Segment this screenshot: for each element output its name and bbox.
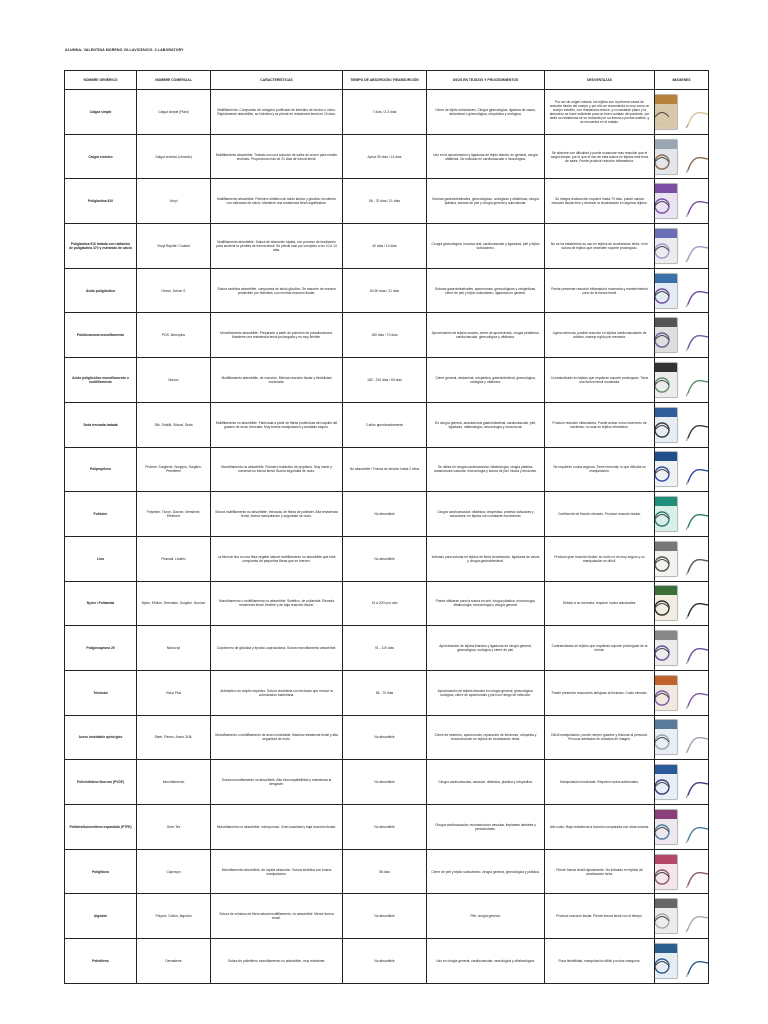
cell-disadvantages: Se requieren nudos seguros. Tiene memoria, lo que dificulta su manipulación. — [545, 447, 655, 492]
cell-disadvantages: Contraindicado en tejidos que requieran soporte prolongado de la herida. — [545, 626, 655, 671]
cell-characteristics: Sutura de celulosa de fibra natural multifilamento, no absorbible. Menor fuerza tensil. — [211, 894, 343, 939]
cell-images — [655, 715, 709, 760]
cell-generic-name: Triclosán — [65, 670, 137, 715]
suture-thread-image — [684, 586, 709, 620]
cell-characteristics: Multifilamento absorbible. Polímero sintético de ácido láctico y glicólico recubierto con estearato de calcio. Mantiene una resistencia tensil significativa. — [211, 179, 343, 224]
cell-uses: Cierre general, abdominal, ortopédica, gastrointestinal, ginecológica, urológica y oftálmica. — [427, 358, 545, 403]
cell-absorption-time: 56 - 70 días — [343, 670, 427, 715]
cell-absorption-time: 2 años aproximadamente — [343, 402, 427, 447]
table-row — [65, 670, 709, 715]
cell-generic-name: Poliglecaprona 25 — [65, 626, 137, 671]
cell-absorption-time: 7 días / 2-3 días — [343, 90, 427, 135]
suture-thread-image — [684, 899, 709, 933]
table-row — [65, 313, 709, 358]
table-row — [65, 715, 709, 760]
header-row — [65, 71, 709, 90]
cell-absorption-time: No absorbible — [343, 805, 427, 850]
cell-disadvantages: Por ser de origen natural, los tejidos son la primera causa de reacción tisular del cuerpo y por ello se recomienda su uso como un cuerpo extraño, con resistencia reduce, y su bastante plano y la absorción se hace suficiente para un buen cuidado del paciente, por tanto su resistencia se ve reducida por su fuerza a puntos sueltos, y se encuentra en el estado. — [545, 90, 655, 135]
cell-commercial-name: Catgut crómico (chromic) — [137, 134, 211, 179]
suture-package-image — [655, 943, 678, 979]
header-disadvantages: DESVENTAJAS — [545, 71, 655, 90]
cell-absorption-time: 42 días / 10 días — [343, 224, 427, 269]
cell-commercial-name: Dexon, Dexon S — [137, 268, 211, 313]
cell-commercial-name: Steel, Flexon, Acero 316L — [137, 715, 211, 760]
cell-commercial-name: Silk, Sofsilk, Silcoat, Seda — [137, 402, 211, 447]
suture-thread-image — [684, 542, 709, 576]
suture-thread-image — [684, 631, 709, 665]
cell-absorption-time: No absorbible — [343, 939, 427, 984]
cell-commercial-name: Dermalene — [137, 939, 211, 984]
cell-characteristics: Monofilamento o multifilamento no absorbible. Sintético, de poliamida. Elevada resistencia tensil, flexible y de baja reacción tisular. — [211, 581, 343, 626]
header-uses: USOS EN TEJIDOS Y PROCEDIMIENTOS — [427, 71, 545, 90]
cell-images — [655, 760, 709, 805]
cell-images — [655, 894, 709, 939]
header-commercial-name: NOMBRE COMERCIAL — [137, 71, 211, 90]
cell-absorption-time: No absorbible — [343, 760, 427, 805]
cell-commercial-name: Pearsall, Linatrix — [137, 536, 211, 581]
cell-images — [655, 313, 709, 358]
cell-uses: Uso en la aproximación y ligaduras de tejido blando, en general, cirugía oftálmica. No indicado en cardiovascular o neurológica. — [427, 134, 545, 179]
table-row — [65, 536, 709, 581]
cell-uses: Indicado para suturas en tejidos de lenta cicatrización, ligaduras de vasos y cirugía gastrointestinal. — [427, 536, 545, 581]
cell-disadvantages: Difícil manipulación, puede romper guantes y lesionar al personal. Provoca artefactos en estudios de imagen. — [545, 715, 655, 760]
cell-generic-name: Polidioxanona monofilamento — [65, 313, 137, 358]
table-row — [65, 626, 709, 671]
cell-uses: Suturas gastrointestinales, aponeurosis, ginecológicas y ortopédicas, cierre de piel y tejido subcutáneo, ligaduras en general. — [427, 268, 545, 313]
cell-images — [655, 492, 709, 537]
cell-images — [655, 90, 709, 135]
author-heading: ALUMNA: VALENTINA MORENO VILLAVICENCIO. 3 LABORATORY — [65, 48, 184, 52]
cell-generic-name: Ácido poliglicólico monofilamento o multifilamento — [65, 358, 137, 403]
suture-package-image — [655, 407, 678, 443]
cell-generic-name: Politetrafluoroetileno expandido (PTFE) — [65, 805, 137, 850]
suture-package-image — [655, 228, 678, 264]
cell-generic-name: Algodón — [65, 894, 137, 939]
suture-package-image — [655, 94, 678, 130]
cell-disadvantages: Produce gran reacción tisular, su nudo no es muy seguro y su manipulación es difícil. — [545, 536, 655, 581]
cell-characteristics: Sutura sintética absorbible, compuesta de ácido glicólico. Se absorbe de manera predecible por hidrólisis, con mínima reacción tisular. — [211, 268, 343, 313]
cell-generic-name: Catgut simple — [65, 90, 137, 135]
cell-characteristics: Monofilamento no absorbible, microporoso. Gran suavidad y baja reacción tisular. — [211, 805, 343, 850]
suture-thread-image — [684, 274, 709, 308]
cell-uses: Cierre de esternón, aponeurosis, reparación de tendones, ortopedia y reconstrucción en tejidos de cicatrización lenta. — [427, 715, 545, 760]
suture-package-image — [655, 362, 678, 398]
cell-generic-name: Acero inoxidable quirúrgico — [65, 715, 137, 760]
suture-package-image — [655, 541, 678, 577]
cell-uses: Piel, cirugía general. — [427, 894, 545, 939]
table-row — [65, 581, 709, 626]
suture-package-image — [655, 183, 678, 219]
cell-characteristics: Multifilamento absorbible. Sutura de absorción rápida, con proceso de irradiación para acelerar la pérdida de fuerza tensil. Se pierde casi por completo a los 10 a 14 días. — [211, 224, 343, 269]
cell-uses: En cirugía general, anastomosis gastrointestinal, cardiovascular, piel, ligaduras, oftalmología, neurocirugía y zona bucal. — [427, 402, 545, 447]
cell-commercial-name: Catgut simple (Plain) — [137, 90, 211, 135]
table-row — [65, 402, 709, 447]
cell-uses: Aproximación de tejidos blandos y ligaduras en cirugía general, ginecológica, urológica y cierre de piel. — [427, 626, 545, 671]
table-row — [65, 179, 709, 224]
suture-thread-image — [684, 408, 709, 442]
suture-package-image — [655, 854, 678, 890]
cell-characteristics: Antiséptico de amplio espectro. Sutura recubierta con triclosán que reduce la colonización bacteriana. — [211, 670, 343, 715]
suture-package-image — [655, 764, 678, 800]
suture-thread-image — [684, 140, 709, 174]
suture-thread-image — [684, 229, 709, 263]
cell-characteristics: Multifilamento absorbible. Tratado con una solución de sales de cromo para resistir enzimas. Proporciona más de 21 días de fuerza tensil. — [211, 134, 343, 179]
cell-commercial-name: Polycot, Cotton, Algodón — [137, 894, 211, 939]
cell-generic-name: Polivinilideno fluoruro (PVDF) — [65, 760, 137, 805]
table-row — [65, 268, 709, 313]
suture-thread-image — [684, 676, 709, 710]
cell-images — [655, 626, 709, 671]
cell-generic-name: Lino — [65, 536, 137, 581]
cell-absorption-time: Aprox 90 días / 14 días — [343, 134, 427, 179]
cell-uses: Cirugía cardiovascular, oftálmica, ortopédica, prótesis valvulares y vasculares, en tejidos con constante movimiento. — [427, 492, 545, 537]
cell-absorption-time: 60-90 días / 21 días — [343, 268, 427, 313]
cell-images — [655, 581, 709, 626]
cell-disadvantages: Manipulación moderada. Requiere nudos adicionales. — [545, 760, 655, 805]
cell-commercial-name: Maxon — [137, 358, 211, 403]
cell-images — [655, 358, 709, 403]
cell-disadvantages: Produce reacción tisular. Pierde fuerza tensil con el tiempo. — [545, 894, 655, 939]
cell-commercial-name: Gore-Tex — [137, 805, 211, 850]
suture-thread-image — [684, 944, 709, 978]
cell-uses: Puede utilizarse para la sutura en piel, cirugía plástica, microcirugía, oftalmología, neurocirugía y cirugía general. — [427, 581, 545, 626]
cell-generic-name: Catgut crómico — [65, 134, 137, 179]
header-generic-name: NOMBRE GENÉRICO — [65, 71, 137, 90]
cell-images — [655, 224, 709, 269]
cell-generic-name: Ácido poliglicólico — [65, 268, 137, 313]
suture-package-image — [655, 675, 678, 711]
cell-uses: Cierre de piel y tejido subcutáneo, cirugía general, ginecológica y plástica. — [427, 849, 545, 894]
cell-uses: Cierre de tejido subcutáneo, Cirugía ginecológica, ligadura de vasos, abdominal o ginecológica, ortopédica y urológica. — [427, 90, 545, 135]
cell-images — [655, 134, 709, 179]
cell-disadvantages: Pierde fuerza tensil rápidamente. No indicado en tejidos de cicatrización lenta. — [545, 849, 655, 894]
table-row — [65, 939, 709, 984]
cell-absorption-time: No absorbible — [343, 715, 427, 760]
cell-images — [655, 268, 709, 313]
header-characteristics: CARACTERÍSTICAS — [211, 71, 343, 90]
cell-generic-name: Poliglitona — [65, 849, 137, 894]
cell-commercial-name: Monocryl — [137, 626, 211, 671]
cell-commercial-name: Monofilamento — [137, 760, 211, 805]
cell-characteristics: Copolímero de glicólida y épsilon-caprolactona. Sutura monofilamento absorbible. — [211, 626, 343, 671]
cell-commercial-name: Caprosyn — [137, 849, 211, 894]
cell-uses: Cirugía cardiovascular, vascular, oftálmica, plástica y ortopédica. — [427, 760, 545, 805]
cell-disadvantages: Coeficiente de fricción elevado. Produce reacción tisular. — [545, 492, 655, 537]
table-row — [65, 224, 709, 269]
cell-absorption-time: No absorbible / Fuerza de tensión hasta 2 años — [343, 447, 427, 492]
suture-package-image — [655, 317, 678, 353]
cell-characteristics: Multifilamento no absorbible. Fabricada a partir de fibras proteínicas del capullo del gusano de seda, trenzada. Muy buena manipulación y anudado seguro. — [211, 402, 343, 447]
cell-uses: Cirugía ginecológica, mucosa oral, cardiovascular y ligaduras, piel y tejido subcutáneo. — [427, 224, 545, 269]
cell-commercial-name: Polyester, Ticron, Dacron, Mersilene, Ethibond — [137, 492, 211, 537]
cell-generic-name: Poliéster — [65, 492, 137, 537]
suture-package-image — [655, 809, 678, 845]
header-images: IMÁGENES — [655, 71, 709, 90]
cell-disadvantages: Contraindicado en tejidos que requieran soporte prolongado. Tiene una fuerza tensil moderada. — [545, 358, 655, 403]
table-row — [65, 894, 709, 939]
suture-thread-image — [684, 318, 709, 352]
cell-characteristics: Monofilamento absorbible. Preparado a partir de polímero de paradioxanona. Mantiene una resistencia tensil prolongada y es muy flexible. — [211, 313, 343, 358]
suture-table — [64, 70, 709, 984]
cell-disadvantages: Ligera memoria, posible reacción en tejidos cardiovasculares de adultos, manejo rígido por memoria. — [545, 313, 655, 358]
suture-thread-image — [684, 810, 709, 844]
suture-package-image — [655, 139, 678, 175]
suture-thread-image — [684, 497, 709, 531]
cell-disadvantages: Alto costo. Baja resistencia a tracción comparada con otras suturas. — [545, 805, 655, 850]
cell-images — [655, 805, 709, 850]
cell-characteristics: Monofilamento no absorbible. Polímero isotáctico de propileno. Muy inerte y conserva su fuerza tensil. Buena seguridad de nudo. — [211, 447, 343, 492]
suture-thread-image — [684, 765, 709, 799]
suture-package-image — [655, 898, 678, 934]
cell-commercial-name: Vicryl Plus — [137, 670, 211, 715]
table-row — [65, 134, 709, 179]
cell-images — [655, 939, 709, 984]
cell-disadvantages: Produce reacción inflamatoria. Puede actuar como reservorio de bacterias, no usar en tejidos infectados. — [545, 402, 655, 447]
cell-absorption-time: No absorbible — [343, 536, 427, 581]
cell-characteristics: La fibra de lino es una fibra vegetal natural multifilamento no absorbible que está compuesta de pequeñas fibras que se tuercen. — [211, 536, 343, 581]
cell-commercial-name: Nylon, Ethilon, Dermalon, Surgilon, Nurolon — [137, 581, 211, 626]
cell-absorption-time: 56 - 70 días / 21 días — [343, 179, 427, 224]
cell-absorption-time: 180 días / 70 días — [343, 313, 427, 358]
cell-absorption-time: No absorbible — [343, 894, 427, 939]
cell-generic-name: Polipropileno — [65, 447, 137, 492]
header-absorption-time: TIEMPO DE ABSORCIÓN / REABSORCIÓN — [343, 71, 427, 90]
suture-package-image — [655, 630, 678, 666]
cell-images — [655, 849, 709, 894]
cell-commercial-name: Vicryl — [137, 179, 211, 224]
cell-disadvantages: Se absorbe con dificultad y puede ocasionar más reacción que el catgut simple, por lo que el uso de esta sutura en tejidos más finos de sales. Puede producir reacción inflamatoria. — [545, 134, 655, 179]
cell-disadvantages: Su integra reabsorción requiere hasta 70 días, puede causar reacción tisular leve y demorar la cicatrización en algunos tejidos. — [545, 179, 655, 224]
cell-images — [655, 670, 709, 715]
cell-characteristics: Monofilamento absorbible, de rápida absorción. Sutura sintética con buena manipulación. — [211, 849, 343, 894]
cell-characteristics: Multifilamento. Compuesto de colágeno purificado de intestino de bovino u ovino. Rápidamente absorbible, se hidroliza y se pierde en resistencia tensil en 10 días. — [211, 90, 343, 135]
cell-generic-name: Seda trenzada tratada — [65, 402, 137, 447]
suture-package-image — [655, 719, 678, 755]
cell-generic-name: Polietileno — [65, 939, 137, 984]
cell-absorption-time: 180 - 210 días / 60 días — [343, 358, 427, 403]
cell-absorption-time: No absorbible — [343, 492, 427, 537]
cell-disadvantages: No se ha establecido su uso en tejidos de cicatrización lenta, ni en sutura de tejidos que necesiten soporte prolongado. — [545, 224, 655, 269]
cell-disadvantages: Debido a su memoria, requiere nudos adicionales. — [545, 581, 655, 626]
cell-characteristics: Monofilamento o multifilamento de acero inoxidable. Máxima resistencia tensil y alta seguridad de nudo. — [211, 715, 343, 760]
suture-thread-image — [684, 95, 709, 129]
cell-disadvantages: Poca flexibilidad, manipulación difícil y nudos inseguros. — [545, 939, 655, 984]
suture-thread-image — [684, 720, 709, 754]
table-row — [65, 849, 709, 894]
suture-package-image — [655, 496, 678, 532]
cell-uses: Cirugía cardiovascular, reconstrucción vascular, implantes dentales y periodontales. — [427, 805, 545, 850]
cell-disadvantages: Puede presentar reacción inflamatoria moderada y mantenimiento corto de la fuerza tensil. — [545, 268, 655, 313]
cell-uses: Suturas gastrointestinales, ginecológicas, urológicas y oftálmicas, cirugía plástica, suturas de piel y cirugía general y subcuticular. — [427, 179, 545, 224]
suture-thread-image — [684, 855, 709, 889]
suture-thread-image — [684, 184, 709, 218]
suture-package-image — [655, 273, 678, 309]
cell-uses: Aproximación de tejidos suaves, cierre de aponeurosis, cirugía pediátrica, cardiovascular, ginecológica y oftálmica. — [427, 313, 545, 358]
cell-generic-name: Nylon / Poliamida — [65, 581, 137, 626]
table-row — [65, 447, 709, 492]
cell-commercial-name: Prolene, Surgilene, Surgipro, Surgilén, Premilene — [137, 447, 211, 492]
cell-absorption-time: 15 a 20% por año — [343, 581, 427, 626]
cell-characteristics: Sutura multifilamento no absorbible, trenzada, de fibras de poliéster. Alta resistencia tensil, buena manipulación y seguridad de nudo. — [211, 492, 343, 537]
table-row — [65, 90, 709, 135]
cell-uses: Uso en cirugía general, cardiovascular, neurológica y oftalmológica. — [427, 939, 545, 984]
table-row — [65, 358, 709, 403]
table-row — [65, 492, 709, 537]
table-row — [65, 805, 709, 850]
cell-characteristics: Sutura de polietileno monofilamento no absorbible, muy resistente. — [211, 939, 343, 984]
cell-images — [655, 179, 709, 224]
cell-uses: Se utiliza en cirugía cardiovascular, oftalmología, cirugía plástica, anastomosis vascular, microcirugía y sutura de piel, fascia y tendones. — [427, 447, 545, 492]
suture-thread-image — [684, 452, 709, 486]
cell-images — [655, 447, 709, 492]
cell-images — [655, 536, 709, 581]
cell-generic-name: Poliglactina 910 — [65, 179, 137, 224]
suture-package-image — [655, 585, 678, 621]
suture-package-image — [655, 451, 678, 487]
suture-thread-image — [684, 363, 709, 397]
cell-characteristics: Multifilamento absorbible, de reacción. Mínima reacción tisular y flexibilidad moderada. — [211, 358, 343, 403]
cell-commercial-name: Vicryl Rapide / Coated — [137, 224, 211, 269]
cell-generic-name: Poliglactina 910 tratada con radiación de poliglactina 370 y estearato de calcio — [65, 224, 137, 269]
cell-disadvantages: Puede presentar reacciones alérgicas al triclosán. Costo elevado. — [545, 670, 655, 715]
table-row — [65, 760, 709, 805]
cell-characteristics: Sutura monofilamento no absorbible. Alta biocompatibilidad y resistencia al desgaste. — [211, 760, 343, 805]
cell-uses: Aproximación de tejidos blandos en cirugía general, ginecológica, urológica, cierre de aponeurosis y piel con riesgo de infección. — [427, 670, 545, 715]
cell-absorption-time: 56 días — [343, 849, 427, 894]
cell-commercial-name: PDS, Monoplus — [137, 313, 211, 358]
cell-absorption-time: 91 - 119 días — [343, 626, 427, 671]
cell-images — [655, 402, 709, 447]
